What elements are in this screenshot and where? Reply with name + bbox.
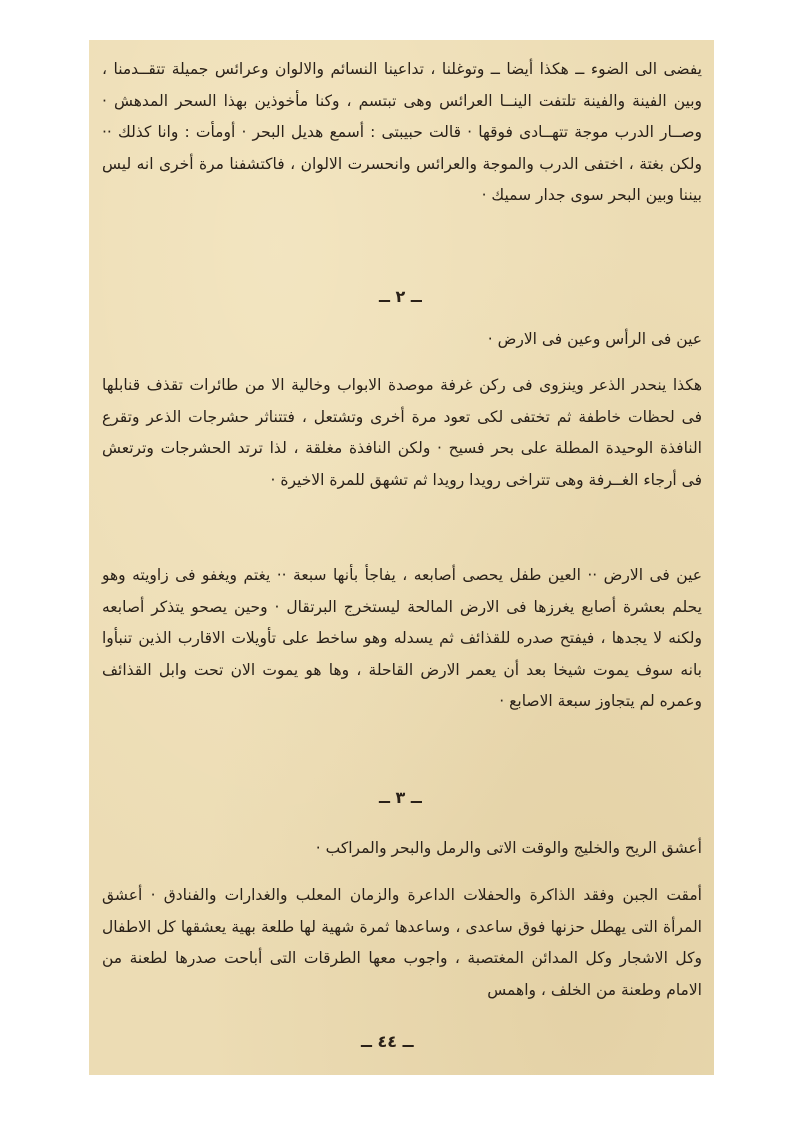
paragraph: أمقت الجبن وفقد الذاكرة والحفلات الداعرة والزمان المعلب والغدارات والفنادق · أعشق المرأة التى يهطل حزنها فوق ساعدى ، وساعدها ثمرة شهية لها طلعة بهية يعشقها كل الاطفال وكل الاشجار وكل المدائن المغتصبة ، واجوب معها الطرقات التى أباحت صدرها لطعنة من الامام وطعنة من الخلف ، واهمس — [102, 886, 702, 999]
section-heading: أعشق الريح والخليج والوقت الاتى والرمل والبحر والمراكب · — [315, 839, 702, 857]
text-block-4 — [102, 880, 702, 1006]
paragraph: هكذا ينحدر الذعر وينزوى فى ركن غرفة موصدة الابواب وخالية الا من طائرات تقذف قنابلها فى لحظات خاطفة ثم تختفى لكى تعود مرة أخرى وتشتعل ، فتتناثر حشرجات الذعر وتقرع النافذة الوحيدة المطلة على بحر فسيح · ولكن النافذة مغلقة ، لذا ترتد الحشرجات وترتعش فى أرجاء الغــرفة وهى تتراخى رويدا رويدا ثم تشهق للمرة الاخيرة · — [102, 376, 702, 489]
section-number: ــ ٣ ــ — [379, 788, 422, 807]
paragraph: يفضى الى الضوء ــ هكذا أيضا ــ وتوغلنا ، تداعينا النسائم والالوان وعرائس جميلة تتقــدمنا ، وبين الفينة والفينة تلتفت الينــا العرائس وهى تبتسم ، وكنا مأخوذين بهذا السحر المدهش · وصــار الدرب موجة تتهــادى فوقها · قالت حبيبتى : أسمع هديل البحر · أومأت : وانا كذلك ·· ولكن بغتة ، اختفى الدرب والموجة والعرائس وانحسرت الالوان ، فاكتشفنا مرة أخرى انه ليس بيننا وبين البحر سوى جدار سميك · — [102, 60, 702, 205]
paragraph: عين فى الارض ·· العين طفل يحصى أصابعه ، يفاجأ بأنها سبعة ·· يغتم ويغفو فى زاويته وهو يحلم بعشرة أصابع يغرزها فى الارض المالحة ليستخرج البرتقال · وحين يصحو يتذكر أصابعه ولكنه لا يجدها ، فيفتح صدره للقذائف ثم يسدله وهو ساخط على تأويلات الاقارب الذين تنبأوا بانه سوف يموت شيخا بعد أن يعمر الارض القاحلة ، وها هو يموت الان تحت وابل القذائف وعمره لم يتجاوز سبعة الاصابع · — [102, 566, 702, 711]
section-heading: عين فى الرأس وعين فى الارض · — [487, 330, 702, 348]
text-block-3 — [102, 560, 702, 718]
book-page — [89, 40, 714, 1075]
text-block-2 — [102, 370, 702, 496]
section-number: ــ ٢ ــ — [379, 287, 422, 306]
page-number: ــ ٤٤ ــ — [361, 1032, 414, 1051]
text-block-1 — [102, 54, 702, 212]
